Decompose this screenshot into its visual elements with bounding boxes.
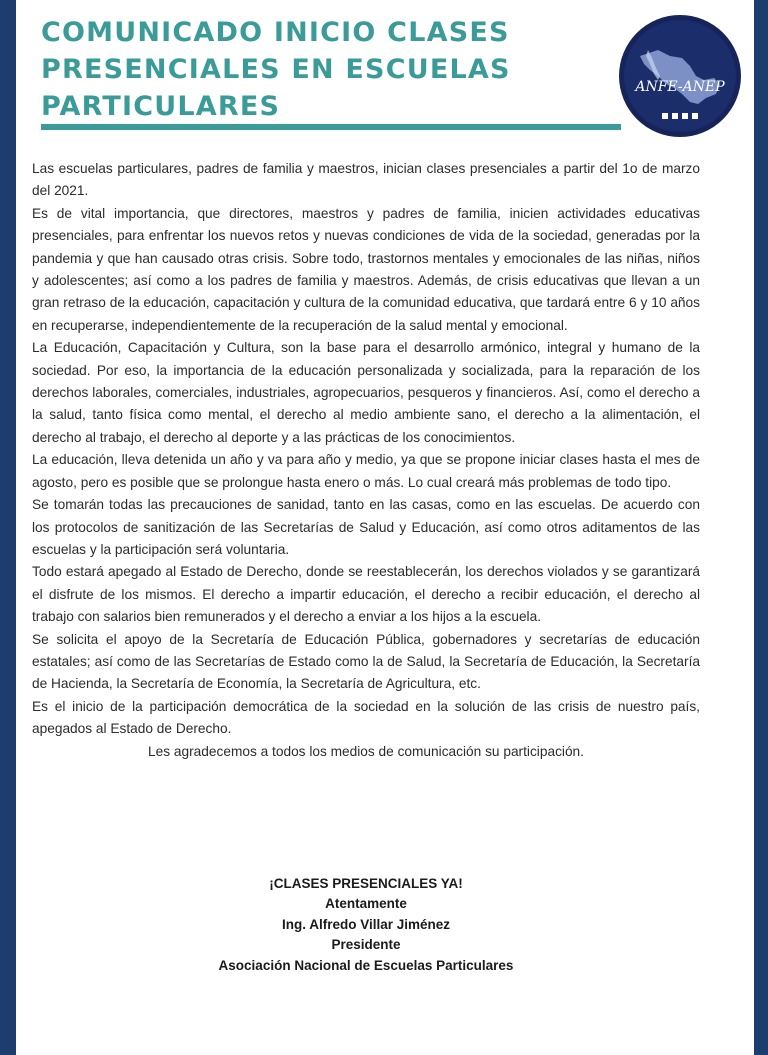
right-border	[754, 0, 768, 1055]
paragraph: La Educación, Capacitación y Cultura, son la base para el desarrollo armónico, integral y humano de la sociedad. Por eso, la importancia de la educación personalizada y socializada, para la reparación de los derechos laborales, comerciales, industriales, agropecuarios, pesqueros y financieros. Así, como el derecho a la salud, tanto física como mental, el derecho al medio ambiente sano, el derecho a la alimentación, el derecho al trabajo, el derecho al deporte y a las prácticas de los conocimientos.	[32, 340, 700, 445]
organization-logo	[618, 14, 742, 138]
communique-body	[32, 158, 700, 763]
left-border	[0, 0, 16, 1055]
paragraph: Es el inicio de la participación democrática de la sociedad en la solución de las crisis de nuestro país, apegados al Estado de Derecho.	[32, 698, 700, 737]
title-underline	[41, 124, 621, 130]
signer-role: Presidente	[331, 937, 401, 953]
signer-name: Ing. Alfredo Villar Jiménez	[281, 916, 451, 932]
closing: Atentamente	[325, 896, 407, 912]
thanks-line: Les agradecemos a todos los medios de comunicación su participación.	[148, 743, 584, 759]
paragraph: Es de vital importancia, que directores, maestros y padres de familia, inicien actividades educativas presenciales, para enfrentar los nuevos retos y nuevas condiciones de vida de la sociedad, generadas por la pandemia y que han causado otras crisis. Sobre todo, trastornos mentales y emocionales de las niñas, niños y adolescentes; así como a los padres de familia y maestros. Además, de crisis educativas que llevan a un gran retraso de la educación, capacitación y cultura de la comunidad educativa, que tardará entre 6 y 10 años en recuperarse, independientemente de la recuperación de la salud mental y emocional.	[32, 205, 700, 333]
page-title: COMUNICADO INICIO CLASES PRESENCIALES EN ESCUELAS PARTICULARES	[41, 17, 511, 122]
paragraph: La educación, lleva detenida un año y va para año y medio, ya que se propone iniciar clases hasta el mes de agosto, pero es posible que se prolongue hasta enero o más. Lo cual creará más problemas de todo tipo.	[32, 452, 700, 490]
paragraph: Se solicita el apoyo de la Secretaría de Educación Pública, gobernadores y secretarías de educación estatales; así como de las Secretarías de Estado como la de Salud, la Secretaría de Educación, la Secretaría de Hacienda, la Secretaría de Economía, la Secretaría de Agricultura, etc.	[32, 631, 700, 692]
paragraph: Todo estará apegado al Estado de Derecho, donde se reestablecerán, los derechos violados y se garantizará el disfrute de los mismos. El derecho a impartir educación, el derecho a recibir educación, el derecho al trabajo con salarios bien remunerados y el derecho a enviar a los hijos a la escuela.	[32, 564, 700, 625]
logo-text: ANFE-ANEP	[635, 79, 725, 95]
logo-emblem-icon	[618, 14, 742, 138]
organization-name: Asociación Nacional de Escuelas Particulares	[218, 957, 514, 973]
signature-block	[32, 874, 700, 976]
paragraph: Se tomarán todas las precauciones de sanidad, tanto en las casas, como en las escuelas. De acuerdo con los protocolos de sanitización de las Secretarías de Salud y Educación, así como otros aditamentos de las escuelas y la participación será voluntaria.	[32, 497, 700, 557]
paragraph: Las escuelas particulares, padres de familia y maestros, inician clases presenciales a partir del 1o de marzo del 2021.	[32, 161, 700, 199]
slogan: ¡CLASES PRESENCIALES YA!	[269, 876, 463, 891]
